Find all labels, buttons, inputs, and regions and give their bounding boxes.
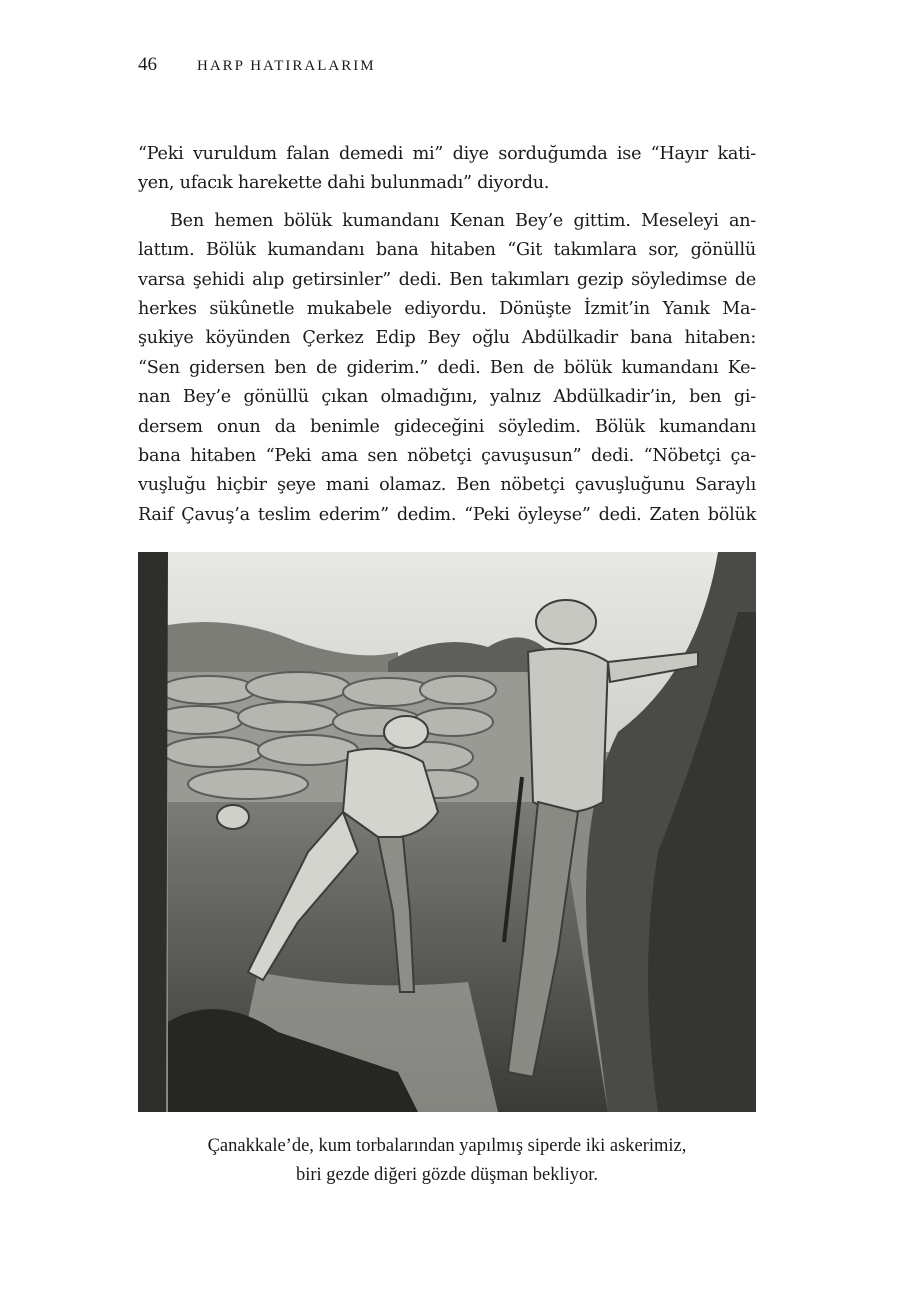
trench-photograph — [138, 552, 756, 1112]
text-line: bana hitaben “Peki ama sen nöbetçi çavuşusun” dedi. “Nöbetçi ça- — [138, 446, 756, 467]
text-line: yen, ufacık harekette dahi bulunmadı” diyordu. — [138, 173, 550, 194]
text-line: “Sen gidersen ben de giderim.” dedi. Ben de bölük kumandanı Ke- — [138, 357, 756, 378]
text-line: lattım. Bölük kumandanı bana hitaben “Git takımlara sor, gönüllü — [138, 240, 756, 261]
body-text — [138, 140, 756, 530]
text-line: nan Bey’e gönüllü çıkan olmadığını, yalnız Abdülkadir’in, ben gi- — [138, 387, 756, 408]
text-line: dersem onun da benimle gideceğini söyledim. Bölük kumandanı — [138, 416, 756, 437]
figure-caption — [138, 1132, 756, 1190]
text-line: varsa şehidi alıp getirsinler” dedi. Ben takımları gezip söyledimse de — [138, 269, 756, 290]
running-header — [138, 54, 376, 76]
text-line: şukiye köyünden Çerkez Edip Bey oğlu Abdülkadir bana hitaben: — [138, 328, 756, 349]
text-line: Ben hemen bölük kumandanı Kenan Bey’e gittim. Meseleyi an- — [170, 210, 756, 231]
text-line: herkes sükûnetle mukabele ediyordu. Dönüşte İzmit’in Yanık Ma- — [138, 299, 756, 320]
running-head-title: HARP HATIRALARIM — [197, 58, 376, 74]
page-number: 46 — [138, 54, 157, 75]
paragraph — [138, 140, 756, 199]
trench-photo-illustration — [138, 552, 756, 1112]
caption-line: biri gezde diğeri gözde düşman bekliyor. — [295, 1165, 599, 1185]
text-line: vuşluğu hiçbir şeye mani olamaz. Ben nöbetçi çavuşluğunu Saraylı — [138, 475, 756, 496]
paragraph — [138, 207, 756, 530]
text-line: “Peki vuruldum falan demedi mi” diye sorduğumda ise “Hayır kati- — [138, 144, 756, 164]
text-line: Raif Çavuş’a teslim ederim” dedim. “Peki öyleyse” dedi. Zaten bölük — [138, 504, 756, 525]
caption-line: Çanakkale’de, kum torbalarından yapılmış siperde iki askerimiz, — [207, 1136, 687, 1156]
